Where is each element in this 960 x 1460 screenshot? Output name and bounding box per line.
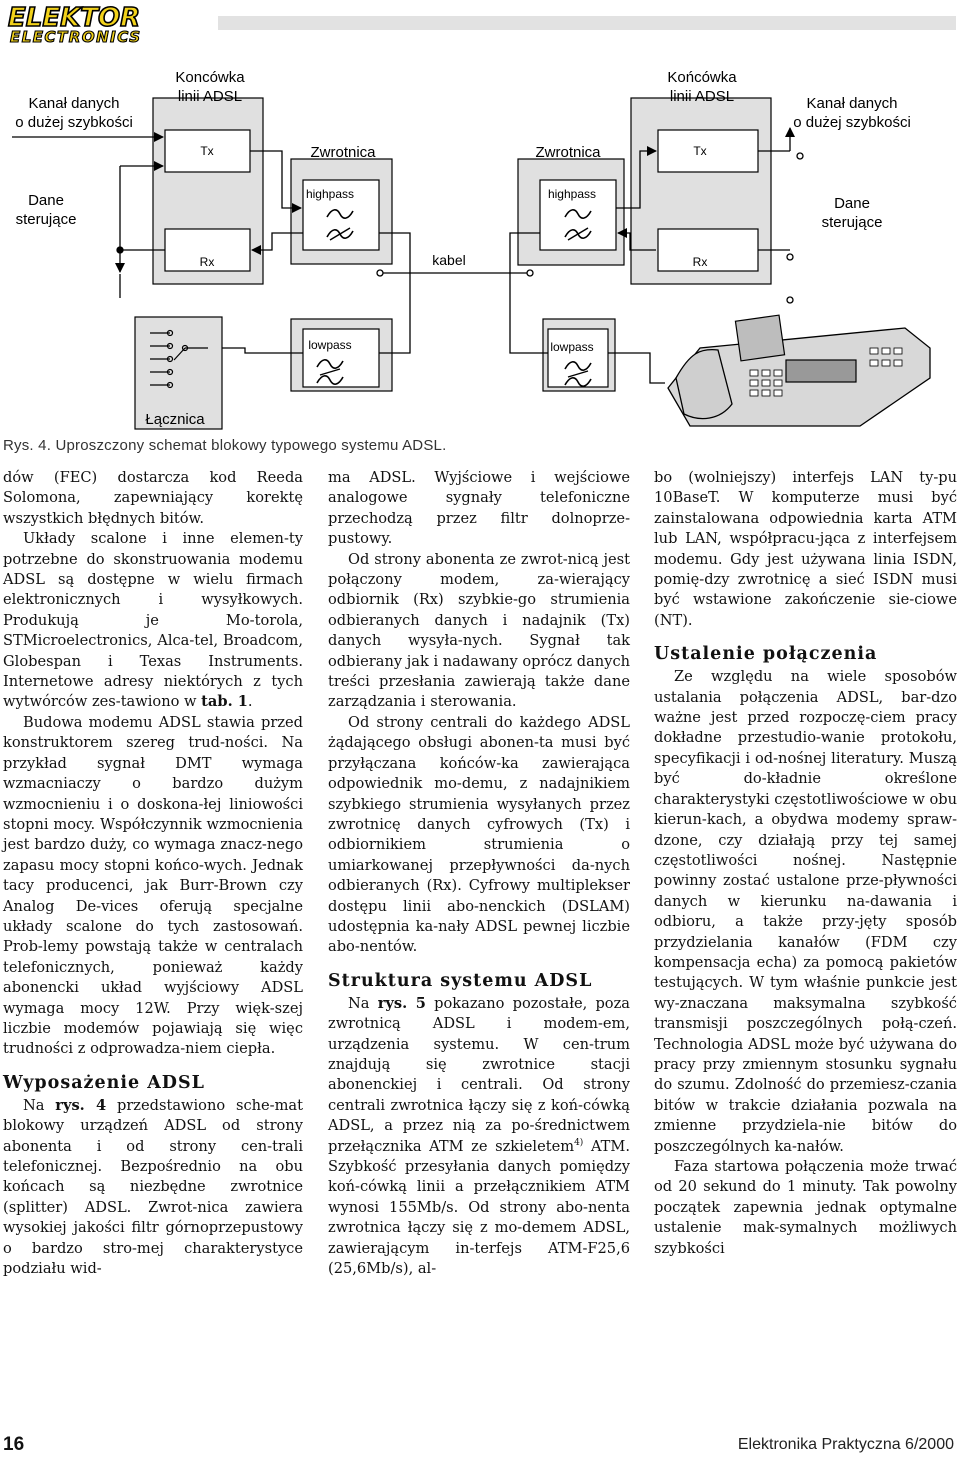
adsl-block-diagram bbox=[0, 48, 960, 434]
left-control-label-2: sterujące bbox=[15, 211, 77, 228]
right-terminal-label-2: linii ADSL bbox=[669, 88, 735, 105]
paragraph: Faza startowa połączenia może trwać od 20 sekund do 1 minuty. Tak powolny początek zapewnia jednak optymalne ustalenie mak-symalnych możliwych szybkości bbox=[654, 1158, 957, 1257]
paragraph-text: ATM. Szybkość przesyłania danych pomiędzy koń-cówką linii a przełącznikiem ATM wynosi 155Mb/s. Od strony abo-nenta zwrotnica łączy się z mo-demem ADSL, zawierającym in-terfejs ATM-F25,6 (25,6Mb/s), al- bbox=[328, 1137, 630, 1278]
paragraph bbox=[3, 529, 303, 713]
text-column-1 bbox=[3, 468, 303, 1279]
page-number: 16 bbox=[3, 1434, 25, 1455]
right-control-label-2: sterujące bbox=[821, 214, 883, 231]
paragraph: ma ADSL. Wyjściowe i wejściowe analogowe sygnały telefoniczne przechodzą przez filtr dolnoprze-pustowy. bbox=[328, 469, 630, 548]
paragraph bbox=[3, 1096, 303, 1280]
left-terminal-label-2: linii ADSL bbox=[177, 88, 243, 105]
header-bar bbox=[218, 16, 956, 30]
paragraph: Budowa modemu ADSL stawia przed konstruktorem szereg trud-ności. Na przykład sygnał DMT wymaga wzmacniaczy o bardzo dużym wzmocnieniu i o doskona-łej liniowości stopni mocy. Współczynnik wzmocnienia jest bardzo duży, co wymaga znacz-nego zapasu mocy stopni końco-wych. Jednak tacy producenci, jak Burr-Brown czy Analog De-vices oferują specjalne układy scalone do tych zastosowań. Prob-lemy powstają także w centralach telefonicznych, ponieważ każdy abonencki układ wyjściowy ADSL wymaga mocy 12W. Przy więk-szej liczbie modemów pojawiają się więc trudności z odprowadza-niem ciepła. bbox=[3, 713, 303, 1058]
left-highpass-label: highpass bbox=[305, 187, 355, 201]
left-terminal-label: Koncówka bbox=[175, 69, 245, 86]
paragraph-start: Na bbox=[348, 994, 370, 1012]
right-terminal-label: Końcówka bbox=[667, 69, 737, 86]
logo-line1: ELEKTOR bbox=[8, 3, 141, 33]
left-control-label: Dane bbox=[28, 192, 64, 209]
paragraph bbox=[328, 994, 630, 1280]
elektor-logo bbox=[4, 2, 190, 44]
paragraph-text: przedstawiono sche-mat blokowy urządzeń ADSL od strony abonenta i od strony cen-trali telefonicznej. Bezpośrednio na obu końcach są niezbędne zwrotnice (splitter) ADSL. Zwrot-nica zawiera wysokiej jakości filtr górnoprzepustowy o bardzo stro-mej charakterystyce podziału wid- bbox=[3, 1096, 303, 1278]
section-heading-connection: Ustalenie połączenia bbox=[654, 644, 878, 665]
text-column-3 bbox=[654, 468, 957, 1259]
left-rx-label: Rx bbox=[199, 255, 215, 269]
figure-reference[interactable]: rys. 4 bbox=[55, 1096, 107, 1114]
cable-label: kabel bbox=[432, 252, 466, 268]
paragraph: dów (FEC) dostarcza kod Reeda Solomona, zapewniający korektę wszystkich błędnych bitów. bbox=[3, 469, 303, 527]
magazine-footer: Elektronika Praktyczna 6/2000 bbox=[737, 1436, 954, 1453]
right-lowpass-box bbox=[548, 329, 608, 387]
right-rx-box bbox=[658, 229, 758, 271]
right-splitter-label: Zwrotnica bbox=[535, 144, 601, 161]
paragraph: bo (wolniejszy) interfejs LAN ty-pu 10BaseT. W komputerze musi być zainstalowana odpowiednia karta ATM lub LAN, współpracu-jąca z interfejsem modemu. Gdy jest używana linia ISDN, pomię-dzy zwrotnicę a sieć ISDN musi być wstawione zakończenie sie-ciowe (NT). bbox=[654, 469, 957, 629]
paragraph-text: pokazano pozostałe, poza zwrotnicą ADSL i modem-em, urządzenia systemu. W cen-trum znajdują się zwrotnice stacji abonenckiej i centrali. Od strony centrali zwrotnica łączy się z koń-cówką ADSL, a przez nią za po-średnictwem przełącznika ATM ze szkieletem bbox=[328, 994, 630, 1155]
left-lowpass-label: lowpass bbox=[308, 338, 352, 352]
text-column-2 bbox=[328, 468, 630, 1279]
right-lowpass-label: lowpass bbox=[550, 340, 594, 354]
right-highpass-label: highpass bbox=[547, 187, 597, 201]
figure-caption: Rys. 4. Uproszczony schemat blokowy typowego systemu ADSL. bbox=[3, 437, 447, 454]
paragraph: Od strony centrali do każdego ADSL żądającego obsługi abonen-ta musi być przyłączana końców-ka zawierająca odpowiednik mo-demu, z nadajnikiem szybkiego strumienia wysyłanych przez zwrotnicę danych cyfrowych (Tx) i odbiornikiem strumienia o umiarkowanej przepływności da-nych odbieranych (Rx). Cyfrowy multiplekser dostępu linii abo-nenckich (DSLAM) udostępnia ka-nały ADSL pewnej liczbie abo-nentów. bbox=[328, 713, 630, 956]
right-tx-label: Tx bbox=[693, 144, 707, 158]
right-tx-box bbox=[658, 130, 758, 172]
right-rx-label: Rx bbox=[692, 255, 708, 269]
left-tx-label: Tx bbox=[200, 144, 214, 158]
paragraph-end: . bbox=[247, 693, 253, 711]
right-data-channel-label-2: o dużej szybkości bbox=[793, 114, 911, 131]
right-data-channel-label: Kanał danych bbox=[806, 95, 898, 112]
paragraph-start: Na bbox=[23, 1096, 45, 1114]
right-control-label: Dane bbox=[834, 195, 870, 212]
section-heading-structure: Struktura systemu ADSL bbox=[328, 970, 593, 991]
table-reference[interactable]: tab. 1 bbox=[201, 693, 248, 711]
footnote-marker: 4) bbox=[574, 1137, 584, 1148]
paragraph-text: Układy scalone i inne elemen-ty potrzebne do skonstruowania modemu ADSL są dostępne w wielu firmach elektronicznych i wysyłkowych. Produkują je Mo-torola, STMicroelectronics, Alca-tel, Broadcom, Globespan i Texas Instruments. Internetowe adresy niektórych z tych wytwórców zes-tawiono w bbox=[3, 530, 303, 711]
switch-label: Łącznica bbox=[145, 411, 205, 428]
paragraph: Od strony abonenta ze zwrot-nicą jest połączony modem, za-wierający odbiornik (Rx) szybkie-go strumienia odbieranych danych i nadajnik (Tx) danych wysyła-nych. Sygnał tak odbierany jak i nadawany oprócz danych treści przesłania zawierają także dane zarządzania i sterowania. bbox=[328, 550, 631, 711]
logo-line2: ELECTRONICS bbox=[10, 28, 142, 44]
telephone-icon bbox=[668, 315, 930, 426]
left-data-channel-label: Kanał danych bbox=[28, 95, 120, 112]
left-data-channel-label-2: o dużej szybkości bbox=[15, 114, 133, 131]
section-heading-equipment: Wyposażenie ADSL bbox=[3, 1072, 205, 1093]
left-splitter-label: Zwrotnica bbox=[310, 144, 376, 161]
paragraph: Ze względu na wiele sposobów ustalania połączenia ADSL, bar-dzo ważne jest przed rozpoczę-ciem pracy dokładne przestudio-wanie protokołu, specyfikacji i od-nośnej literatury. Muszą być do-kładnie określone charakterystyki częstotliwościowe w obu kierun-kach, a obydwa modemy spraw-dzone, czy działają przy tej samej częstotliwości nośnej. Następnie powinny zostać ustalone prze-pływności danych w kierunku na-dawania i odbioru, a także przy-jęty sposób przydzielania kanałów (FDM czy kompensacja echa) za pomocą pakietów testujących. W tym właśnie punkcie jest wy-znaczana maksymalna szybkość transmisji poszczególnych połą-czeń. Technologia ADSL może być używana do pracy przy zmiennym stosunku sygnału do szumu. Zdolność do przemiesz-czania bitów w trakcie działania pozwala na zmienne przydziela-nie bitów do poszczególnych ka-nałów. bbox=[654, 668, 957, 1155]
figure-reference[interactable]: rys. 5 bbox=[377, 994, 426, 1012]
